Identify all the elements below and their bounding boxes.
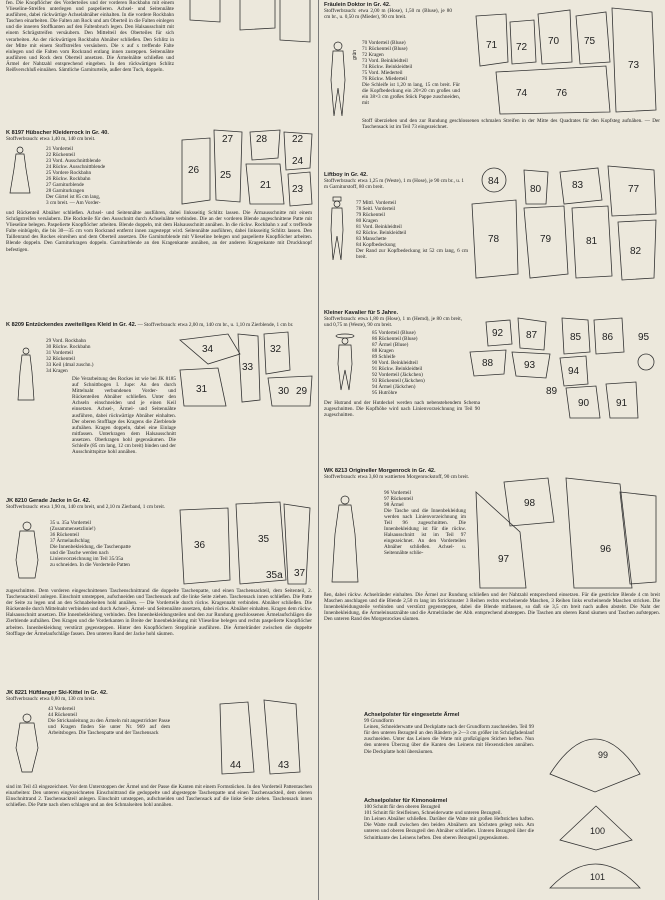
section-jk8221 xyxy=(6,690,192,702)
fraulein-label: 75 xyxy=(584,36,596,47)
kavalier-text: Der Hutrand und der Hutdeckel werden nach nebenstehendem Schema zugeschnitten. Die Kopfhöhe wird nach Linienvorzeichnung im Teil 90 zugeschnitten. xyxy=(324,400,480,419)
part-item: 74 Rückw. Beinkleidteil xyxy=(362,64,413,70)
part-item: 97 Rückenteil xyxy=(384,496,413,502)
achselpolster-kimono-title: Achselpolster für Kimonoärmel xyxy=(364,798,448,804)
fraulein-label: 70 xyxy=(548,36,560,47)
k8197-label: 27 xyxy=(222,134,234,145)
top-left-text: fen. Die Knopflöcher des Vorderteiles und der vorderen Rockbahn mit einem Vlieseline-Streifen unterlegen und paspelieren. Achsel- und Seitennähte ausführen, dabei rückwärtige Achselabnäher einhalten. In die vordere Rockbahn Taschen einarbeiten. Die Falten am Rock und am Oberteil in die Falten einlegen und die inneren Stoffkanten auf den Faltenbruch legen. Den Halsausschnitt mit einem Schrägstreifen versäubern. Den Mittelteil des Oberteiles für sich verarbeiten. An der rückwärtigen Rockbahn Abnäher schließen. Den Schlitz in der Mitte mit einem Stoffstreifen versäubern. Die x auf x treffende Falte einlegen und die Falten vom Rockrand entlang innen zusteppen. Seitennähte ausführen und Rock dem Oberteil ansetzen. Die Ärmelnähte schließen und Ärmel der Nahtzahl entsprechend eingeben. In den rückwärtigen Schlitz Reißverschluß einnähen. Sämtliche Garniturteile, außer dem Tuch, doppeln. xyxy=(6,0,174,74)
jk8210-label: 35 xyxy=(258,534,270,545)
k8209-instructions xyxy=(72,376,176,455)
jk8221-label: 43 xyxy=(278,760,290,771)
part-item: 100 Schnitt für den oberen Bezugteil xyxy=(364,804,441,811)
fraulein-title: Fräulein Doktor in Gr. 42. xyxy=(324,2,391,8)
jk8221-usage: Stoffverbrauch: etwa 0,80 m, 130 cm breit. xyxy=(6,696,96,703)
kavalier-label: 94 xyxy=(568,366,580,377)
fraulein-label: 76 xyxy=(556,88,568,99)
section-fraulein xyxy=(324,2,452,20)
k8209-text: Die Verarbeitung des Rockes ist wie bei JK 8185 auf Schnittbogen I. Jupe: An den durch Mittelnaht verbundenen Vorder- und Rückenteilen Abnäher schließen. Unter den Achseln einschneiden und je einen Keil einsetzen. Achsel-, Ärmel- und Seitennähte ausführen, dabei rückwärtige Abnäher einhalten. Der oberen Stofflage des Kragens die Zierblende aufnähen. Kragen doppeln, dabei eine Einlage mitfassen. Unterkragen dem Halsausschnitt ansetzen. Oberkragen hohl gegensäumen. Die Schleife (85 cm lang, 12 cm breit) binden und der Ausschnittspitze hohl annähen. xyxy=(72,376,176,456)
jk8210-instructions xyxy=(6,588,312,637)
part-item: Der Gürtel ist 85 cm lang, xyxy=(46,194,101,200)
achselpolster-kimono-diagram xyxy=(540,800,650,892)
kavalier-label: 87 xyxy=(526,330,538,341)
part-item: 87 Ärmel (Bluse) xyxy=(372,342,409,348)
part-item: 95 Hutröhre xyxy=(372,390,398,396)
wk8213-pattern-diagram xyxy=(470,472,660,592)
part-item: 76 Rückw. Miederteil xyxy=(362,76,408,82)
kavalier-label: 91 xyxy=(616,398,628,409)
part-item: 34 Kragen xyxy=(46,368,68,374)
k8209-parts xyxy=(46,338,132,374)
part-item: 30 Rückw. Rockbahn xyxy=(46,344,91,350)
achselpolster-kimono-text: Im Leinen Abnäher schließen. Darüber die Watte mit großen Heftstichen haften. Die Watte muß zwischen den beiden Abnähern am höchsten gelegt sein. Am unteren und oberen Bezugteil den Abnäher schließen. Unteren Bezugteil über die Schnittkante des Leinens heften. Den oberen Bezugteil gegensäumen. xyxy=(364,816,534,841)
part-item: 24 Rückw. Ausschnittblende xyxy=(46,164,106,170)
k8209-pattern-diagram xyxy=(178,330,314,408)
jk8221-figure xyxy=(12,712,42,779)
jk8210-title: JK 8210 Gerade Jacke in Gr. 42. xyxy=(6,498,91,504)
k8197-label: 25 xyxy=(220,170,232,181)
k8209-label: 34 xyxy=(202,344,214,355)
grain-label: grün xyxy=(352,49,358,60)
liftboy-label: 84 xyxy=(488,176,500,187)
jk8210-label: 35a xyxy=(266,570,283,581)
part-item: 25 Vordere Rockbahn xyxy=(46,170,92,176)
k8197-usage: Stoffverbrauch: etwa 1,40 m, 140 cm breit. xyxy=(6,136,96,143)
k8197-label: 26 xyxy=(188,165,200,176)
part-item: 70 Vorderteil (Bluse) xyxy=(362,40,406,46)
achselpolster-eingesetzt-diagram xyxy=(540,714,650,794)
fraulein-usage: Stoffverbrauch: etwa 2,00 m (Hose), 1,50 m (Bluse), je 80 cm br., u. 0,50 m (Mieder), 90 cm breit. xyxy=(324,8,452,21)
kavalier-label: 86 xyxy=(602,332,614,343)
part-item: 71 Rückenteil (Bluse) xyxy=(362,46,408,52)
part-item: 96 Vorderteil xyxy=(384,490,412,496)
jk8210-figure xyxy=(10,520,44,585)
part-item: Die Tasche und die Innenbekleidung werden nach Linienvorzeichnung im Teil 96 zugeschnitten. Die Innenbekleidung ist für die rückw. Halsausschnitt ist im Teil 97 eingezeichnet. An den Vorderteilen Abnäher schließen. Achsel- u. Seitennähte schlie- xyxy=(384,508,466,556)
part-item: 36 Rückenteil xyxy=(50,532,79,538)
fraulein-text: Stoff überziehen und den zur Rundung geschlossenen schmalen Streifen in der Mitte des Quadrates für den Kopfsteg aufnähen. — Der Taschensack ist im Teil 73 eingezeichnet. xyxy=(362,118,660,131)
part-item: Die Innenbekleidung, die Taschenpatte und die Tasche werden nach Linienvorzeichnung im Teil 35/35a xyxy=(50,544,131,562)
part-item: 27 Garniturblende xyxy=(46,182,84,188)
part-item: 31 Vorderteil xyxy=(46,350,74,356)
fraulein-label: 72 xyxy=(516,42,528,53)
part-item: 92 Vorderteil (Jäckchen) xyxy=(372,372,423,378)
wk8213-label: 97 xyxy=(498,554,510,565)
kavalier-figure xyxy=(330,332,360,397)
achselpolster-label: 99 xyxy=(598,750,609,760)
jk8210-pattern-diagram xyxy=(176,500,314,588)
part-item: 88 Kragen xyxy=(372,348,394,354)
liftboy-label: 81 xyxy=(586,236,598,247)
jk8210-label: 36 xyxy=(194,540,206,551)
fraulein-pattern-diagram xyxy=(456,2,660,116)
jk8221-text: sind im Teil 43 eingezeichnet. Vor dem Unterstoppen der Ärmel und der Passe die Kanten mit einem Formstücken. In den Vorderteil Pattentaschen einarbeiten: Den unteren eingezeichneten Einschnittrand die gedoppelte und abgesteppte Taschenpatte und einen Taschensackteil, dem oberen Einschnittrand 2. Taschensackteil anlegen. Einschnitt umsteppen, aufschneiden und Taschensack auf die linke Seite ziehen. Taschensack innen schließen. Die Patte nach oben schlagen und an den Schmalseiten hohl annähen. xyxy=(6,784,312,809)
k8197-instructions xyxy=(6,210,312,253)
k8197-figure xyxy=(8,145,32,200)
k8209-figure xyxy=(14,346,38,407)
liftboy-figure xyxy=(326,196,348,267)
diagram-top-left xyxy=(180,0,314,68)
wk8213-parts xyxy=(384,490,466,556)
jk8221-instructions xyxy=(6,784,312,808)
part-item: 23 Vord. Ausschnittblende xyxy=(46,158,101,164)
achselpolster-eingesetzt-title: Achselpolster für eingesetzte Ärmel xyxy=(364,712,460,718)
k8197-title: K 8197 Hübscher Kleiderrock in Gr. 40. xyxy=(6,130,109,136)
part-item: 98 Ärmel xyxy=(384,502,404,508)
part-item: Die Schleife ist 1,20 m lang, 15 cm breit. Für die Kopfbedeckung ein 20×20 cm großes und ein 38×3 cm großes Stück Pappe zuschneiden, mit xyxy=(362,82,460,106)
k8209-label: 30 xyxy=(278,386,290,397)
part-item: (Zusammensetzlinie!) xyxy=(50,526,96,532)
wk8213-label: 96 xyxy=(600,544,612,555)
part-item: 21 Vorderteil xyxy=(46,146,74,152)
section-top-left xyxy=(6,0,174,73)
part-item: 29 Vord. Rockbahn xyxy=(46,338,87,344)
achselpolster-label: 101 xyxy=(590,872,606,882)
k8197-text: und Rückenteil Abnäher schließen. Achsel- und Seitennähte ausführen, dabei linksseitig Schlitz lassen. Die Ärmausschnitte mit einem Schrägstreifen versäubern. Die Rockteile für den Ausschnitt durch Achselnähte verbinden. Die an der vorderen Blende angeschnittene Patte mit Vlieseline belegen. Paspelierte Knopflöcher arbeiten. Blende doppeln, mit dem Halsausschnitt annähen. In die rückw. Rockbahn x auf x treffende Falte einbügeln, die bis 30—35 cm vom Rockrand entfernt innen zugesteppt wird. Seitennähte ausführen, dabei linksseitig Schlitz lassen. Den Taillenrand des Rockes einreihen und dem Oberteil ansetzen. Die Garniturblende mit Vlieseline belegen und paspelierte Knopflöcher arbeiten. Blende doppeln. Den Garniturkragen doppeln. Garniturblende an den Kragenkante annähen, an der anderen Kragenkante mit Druckknopf befestigen. xyxy=(6,210,312,253)
liftboy-label: 82 xyxy=(630,246,642,257)
k8197-parts xyxy=(46,146,156,206)
k8209-label: 33 xyxy=(242,362,254,373)
k8209-label: 32 xyxy=(270,344,282,355)
part-item: 90 Vord. Beinkleidteil xyxy=(372,360,418,366)
jk8221-pattern-diagram xyxy=(200,692,314,780)
part-item: 77 Mittl. Vorderteil xyxy=(356,200,397,206)
part-item: 37 Ärmelaufschlag xyxy=(50,538,90,544)
kavalier-label: 92 xyxy=(492,328,504,339)
part-item: 3 cm breit. — Am Vorder- xyxy=(46,200,101,206)
jk8210-usage: Stoffverbrauch: etwa 1,90 m, 140 cm breit, und 2,10 m Zierband, 1 cm breit. xyxy=(6,504,166,511)
section-jk8210 xyxy=(6,498,172,510)
part-item: 73 Vord. Beinkleidteil xyxy=(362,58,408,64)
kavalier-label: 93 xyxy=(524,360,536,371)
part-item: 84 Kopfbedeckung xyxy=(356,242,396,248)
part-item: 22 Rückenteil xyxy=(46,152,75,158)
part-item: 81 Vord. Beinkleidteil xyxy=(356,224,402,230)
wk8213-instructions xyxy=(324,592,660,622)
fraulein-label: 74 xyxy=(516,88,528,99)
section-kavalier xyxy=(324,310,462,328)
k8197-label: 23 xyxy=(292,184,304,195)
kavalier-label: 89 xyxy=(546,386,558,397)
part-item: 94 Ärmel (Jäckchen) xyxy=(372,384,416,390)
liftboy-label: 83 xyxy=(572,180,584,191)
fraulein-parts xyxy=(362,40,460,106)
liftboy-label: 80 xyxy=(530,184,542,195)
kavalier-instructions xyxy=(324,400,480,418)
wk8213-label: 98 xyxy=(524,498,536,509)
section-k8209 xyxy=(6,322,312,328)
wk8213-text: ßen, dabei rückw. Achselränder einhalten. Die Ärmel zur Rundung schließen und der Nahtzahl entsprechend einsetzen. Für die gestrickte Blende 4 cm breit Maschen anschlagen und die Blende 2,50 m lang im Strickmuster 3 Reihen rechts erscheinende Maschen, 3 Reihen links erscheinende Maschen stricken. Die Innenbekleidungsteile verbinden und verstürzt gegensteppen, dabei die Blende mitfassen, so daß sie 3,5 cm breit nach außen absteht. Die Naht der Innenbekleidung, die Ärmeleinsatznähte und die Ärmelränder der Abb. entsprechend absteppen. Die Taschen am oberen Rand säumen und Taschen aufsteppen. Den unteren Rand des Morgenrockes säumen. xyxy=(324,592,660,623)
fraulein-label: 71 xyxy=(486,40,498,51)
part-item: 93 Rückenteil (Jäckchen) xyxy=(372,378,425,384)
k8197-label: 21 xyxy=(260,180,272,191)
fraulein-figure xyxy=(326,40,350,123)
part-item: 33 Keil (4mal zuschn.) xyxy=(46,362,94,368)
kavalier-label: 95 xyxy=(638,332,650,343)
jk8210-parts xyxy=(50,520,136,568)
part-item: 32 Rückenteil xyxy=(46,356,75,362)
part-item: 44 Rückenteil xyxy=(48,712,77,718)
part-item: 91 Rückw. Beinkleidteil xyxy=(372,366,423,372)
part-item: Der Rand zur Kopfbedeckung ist 52 cm lang, 6 cm breit. xyxy=(356,248,468,260)
part-item: 79 Rückenteil xyxy=(356,212,385,218)
k8209-label: 29 xyxy=(296,386,308,397)
part-item: 82 Rückw. Beinkleidteil xyxy=(356,230,407,236)
achselpolster-label: 100 xyxy=(590,826,606,836)
kavalier-pattern-diagram xyxy=(466,314,660,420)
part-item: 89 Schleife xyxy=(372,354,396,360)
achselpolster-eingesetzt-text: Leinen, Schneiderwatte und Deckplatte nach der Grundform zuschneiden. Teil 99 für den unteren Bezugteil an den Rändern je 2—3 cm größer im Schrägfadenlauf zuschneiden. Unter das Leinen die Watte mit großzügigen Stichen heften. Nun den unteren Überzug über die Kanten des Leinens mit Hexenstichen annähen. Die Deckplatte hohl übersäumen. xyxy=(364,724,534,755)
kavalier-usage: Stoffverbrauch: etwa 1,80 m (Hose), 1 m (Hemd), je 80 cm breit, und 0,75 m (Weste), 90 cm breit. xyxy=(324,316,462,329)
part-item: zu schneiden. In die Vorderteile Patten xyxy=(50,562,130,568)
liftboy-label: 78 xyxy=(488,234,500,245)
kavalier-label: 88 xyxy=(482,358,494,369)
section-wk8213 xyxy=(324,468,484,480)
part-item: 78 Seitl. Vorderteil xyxy=(356,206,396,212)
jk8221-label: 44 xyxy=(230,760,242,771)
part-item: 72 Kragen xyxy=(362,52,384,58)
liftboy-usage: Stoffverbrauch: etwa 1,25 m (Weste), 1 m (Hose), je 90 cm br., u. 1 m Garniturstoff, 80 cm breit. xyxy=(324,178,464,191)
wk8213-title: WK 8213 Origineller Morgenrock in Gr. 42. xyxy=(324,468,436,474)
jk8221-title: JK 8221 Hüftlanger Ski-Kittel in Gr. 42. xyxy=(6,690,108,696)
part-item: 75 Vord. Miederteil xyxy=(362,70,403,76)
k8209-title: K 8209 Entzückendes zweiteiliges Kleid in Gr. 42. xyxy=(6,322,137,328)
liftboy-title: Liftboy in Gr. 42. xyxy=(324,172,368,178)
k8197-label: 28 xyxy=(256,134,268,145)
k8197-label: 22 xyxy=(292,134,304,145)
liftboy-label: 79 xyxy=(540,234,552,245)
wk8213-figure xyxy=(328,494,362,589)
liftboy-pattern-diagram xyxy=(468,164,660,284)
section-achselpolster-eingesetzt xyxy=(364,712,534,755)
fraulein-instructions xyxy=(362,118,660,130)
kavalier-label: 85 xyxy=(570,332,582,343)
part-item: 35 u. 35a Vorderteil xyxy=(50,520,92,526)
section-liftboy xyxy=(324,172,464,190)
k8209-usage: — Stoffverbrauch: etwa 2,00 m, 140 cm br., u. 1,10 m Zierblende, 1 cm br. xyxy=(137,322,294,328)
part-item: 101 Schnitt für Steifleinen, Schneiderwatte und unteren Bezugteil. xyxy=(364,810,502,817)
part-item: 28 Garniturkragen xyxy=(46,188,85,194)
kavalier-label: 90 xyxy=(578,398,590,409)
kavalier-parts xyxy=(372,330,464,396)
part-item: 26 Rückw. Rockbahn xyxy=(46,176,91,182)
part-item: 43 Vorderteil xyxy=(48,706,76,712)
part-item: 83 Manschette xyxy=(356,236,387,242)
liftboy-parts xyxy=(356,200,468,260)
fraulein-label: 73 xyxy=(628,60,640,71)
part-item: 99 Grundform xyxy=(364,718,394,725)
jk8221-parts xyxy=(48,706,170,736)
part-item: 86 Rückenteil (Bluse) xyxy=(372,336,418,342)
part-item: 85 Vorderteil (Bluse) xyxy=(372,330,416,336)
jk8210-text: zugeschnitten. Dem vorderen eingeschnittenen Taschenschnittrand die doppelte Taschenpatte, und einen Taschensackteil, dem Seitenteil, 2. Taschensackteil anlegen. Einschnitt umsteppen, aufschneiden und Taschensack auf die linke Seite ziehen. Taschensack innen schließen. Die Patte der Seite zu legen und an den Schnabelseiten hohl annähen. — Die Vorderteile durch rückw. Kragennaht verbinden. Abnäher schließen. Die Rückenteile durch Mittelnaht verbinden und durch Achsel-, Ärmel- und Seitennähte ansetzen, dabei rückw. Abnäher einhalten. Kragen dem rückw. Halsausschnitt ansetzen. Die Innenbekleidung verbinden. Den Innenbekleidungsteilen und den zur Rundung geschlossenen Ärmelaufschlägen die Zierblende aufnähen. Den Kragen und die Vorderkanten in Breite der Innenbekleidung mit Vlieseline belegen und rechts paspelierte Knopflöcher arbeiten. Innenbekleidung verstürzt gegensteppen. Hinter den Knopflöchern Stepplinie ausführen. Die Ärmelränder zwischen die doppelte Stofflage der Ärmelaufschläge fassen. Den unteren Rand der Jacke hohl säumen. xyxy=(6,588,312,637)
k8197-pattern-diagram xyxy=(180,128,314,208)
section-achselpolster-kimono xyxy=(364,798,534,841)
kavalier-title: Kleiner Kavalier für 5 Jahre. xyxy=(324,310,398,316)
part-item: Die Strickanleitung zu den Ärmeln mit angestrickter Passe und Kragen finden Sie unter Nr. 969 auf dem Arbeitsbogen. Die Taschenpatte und der Taschensack xyxy=(48,718,170,736)
liftboy-label: 77 xyxy=(628,184,640,195)
wk8213-usage: Stoffverbrauch: etwa 3,60 m wattierten Morgenrockstoff, 90 cm breit. xyxy=(324,474,470,481)
k8209-label: 31 xyxy=(196,384,208,395)
jk8210-label: 37 xyxy=(294,568,306,579)
part-item: 80 Kragen xyxy=(356,218,378,224)
k8197-label: 24 xyxy=(292,156,304,167)
column-divider xyxy=(318,0,319,900)
